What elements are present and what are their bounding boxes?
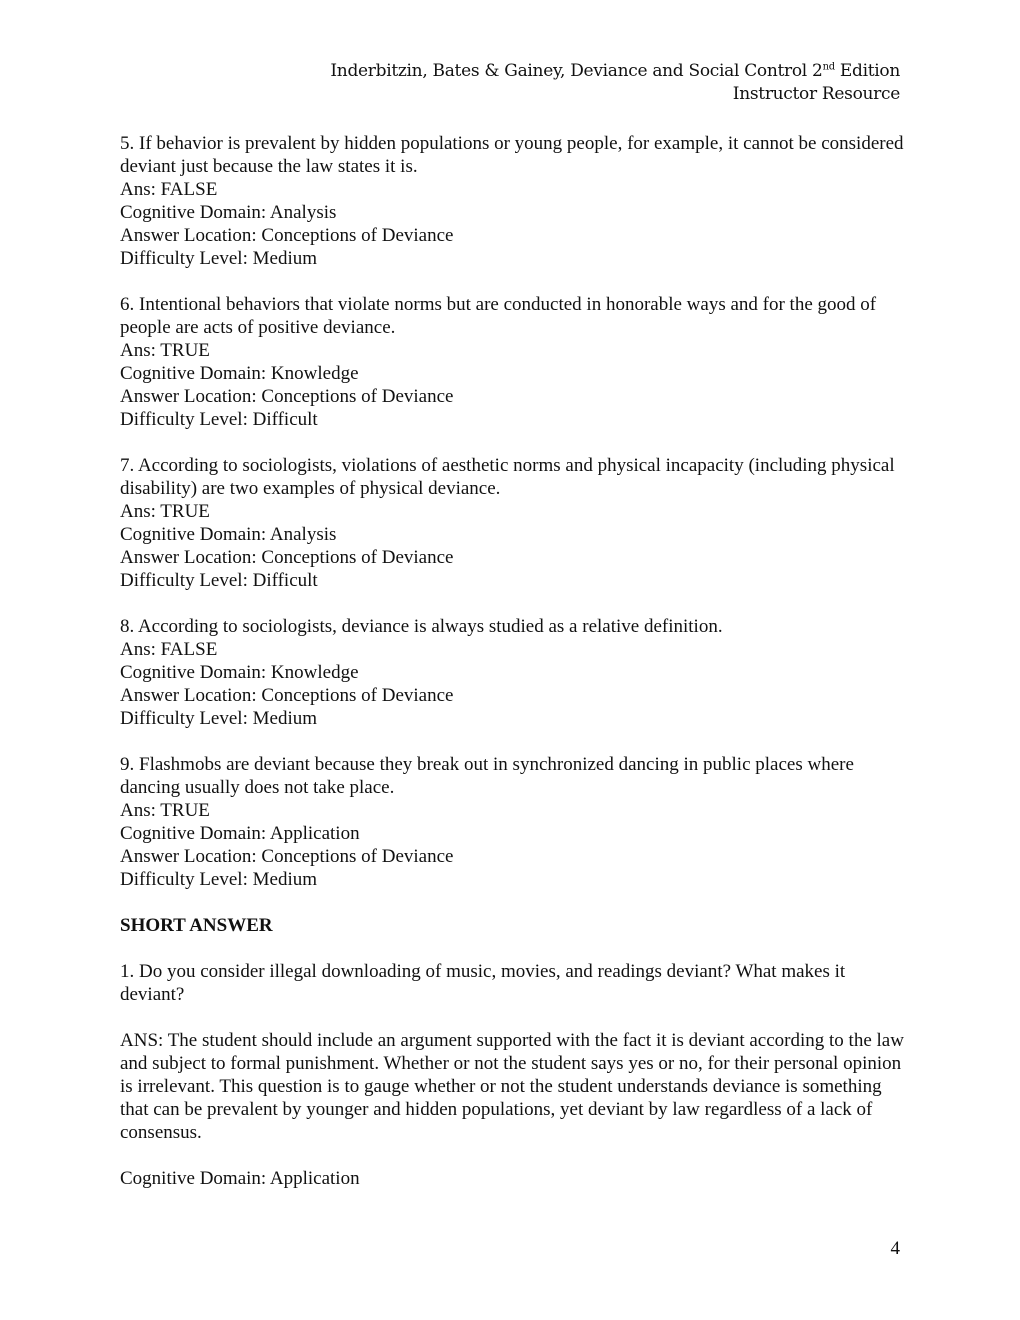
answer-location: Answer Location: Conceptions of Deviance bbox=[120, 685, 454, 706]
cognitive-domain: Cognitive Domain: Analysis bbox=[120, 202, 337, 223]
answer-location: Answer Location: Conceptions of Deviance bbox=[120, 386, 454, 407]
cognitive-domain: Cognitive Domain: Application bbox=[120, 823, 360, 844]
question-text: 8. According to sociologists, deviance is always studied as a relative definition. bbox=[120, 616, 723, 637]
question-text: 5. If behavior is prevalent by hidden populations or young people, for example, it cannot be considered deviant just because the law states it is. bbox=[120, 133, 904, 177]
difficulty-level: Difficulty Level: Medium bbox=[120, 708, 317, 729]
question-item bbox=[120, 615, 910, 730]
section-heading: SHORT ANSWER bbox=[120, 915, 273, 936]
header-subtitle: Instructor Resource bbox=[732, 84, 900, 104]
short-answer-response: ANS: The student should include an argument supported with the fact it is deviant according to the law and subject to formal punishment. Whether or not the student says yes or no, for their personal opinion is irrelevant. This question is to gauge whether or not the student understands deviance is something that can be prevalent by younger and hidden populations, yet deviant by law regardless of a lack of consensus. bbox=[120, 1030, 904, 1143]
question-item bbox=[120, 454, 910, 592]
question-text: 9. Flashmobs are deviant because they break out in synchronized dancing in public places where dancing usually does not take place. bbox=[120, 754, 854, 798]
question-item bbox=[120, 753, 910, 891]
difficulty-level: Difficulty Level: Difficult bbox=[120, 570, 318, 591]
difficulty-level: Difficulty Level: Difficult bbox=[120, 409, 318, 430]
question-item bbox=[120, 293, 910, 431]
difficulty-level: Difficulty Level: Medium bbox=[120, 869, 317, 890]
cognitive-domain: Cognitive Domain: Analysis bbox=[120, 524, 337, 545]
answer: Ans: FALSE bbox=[120, 639, 218, 660]
difficulty-level: Difficulty Level: Medium bbox=[120, 248, 317, 269]
cognitive-domain: Cognitive Domain: Application bbox=[120, 1168, 360, 1189]
header-title: Inderbitzin, Bates & Gainey, Deviance and Social Control 2nd Edition bbox=[330, 61, 900, 81]
answer: Ans: FALSE bbox=[120, 179, 218, 200]
answer: Ans: TRUE bbox=[120, 501, 210, 522]
short-answer-question: 1. Do you consider illegal downloading of music, movies, and readings deviant? What makes it deviant? bbox=[120, 961, 846, 1005]
question-text: 6. Intentional behaviors that violate norms but are conducted in honorable ways and for the good of people are acts of positive deviance. bbox=[120, 294, 877, 338]
edition-superscript: nd bbox=[822, 61, 835, 73]
page-number: 4 bbox=[890, 1238, 900, 1259]
question-item bbox=[120, 132, 910, 270]
answer: Ans: TRUE bbox=[120, 340, 210, 361]
question-text: 7. According to sociologists, violations of aesthetic norms and physical incapacity (including physical disability) are two examples of physical deviance. bbox=[120, 455, 895, 499]
page-content bbox=[120, 132, 910, 1213]
cognitive-domain: Cognitive Domain: Knowledge bbox=[120, 662, 359, 683]
answer: Ans: TRUE bbox=[120, 800, 210, 821]
running-header bbox=[330, 60, 900, 106]
answer-location: Answer Location: Conceptions of Deviance bbox=[120, 846, 454, 867]
cognitive-domain: Cognitive Domain: Knowledge bbox=[120, 363, 359, 384]
answer-location: Answer Location: Conceptions of Deviance bbox=[120, 225, 454, 246]
answer-location: Answer Location: Conceptions of Deviance bbox=[120, 547, 454, 568]
